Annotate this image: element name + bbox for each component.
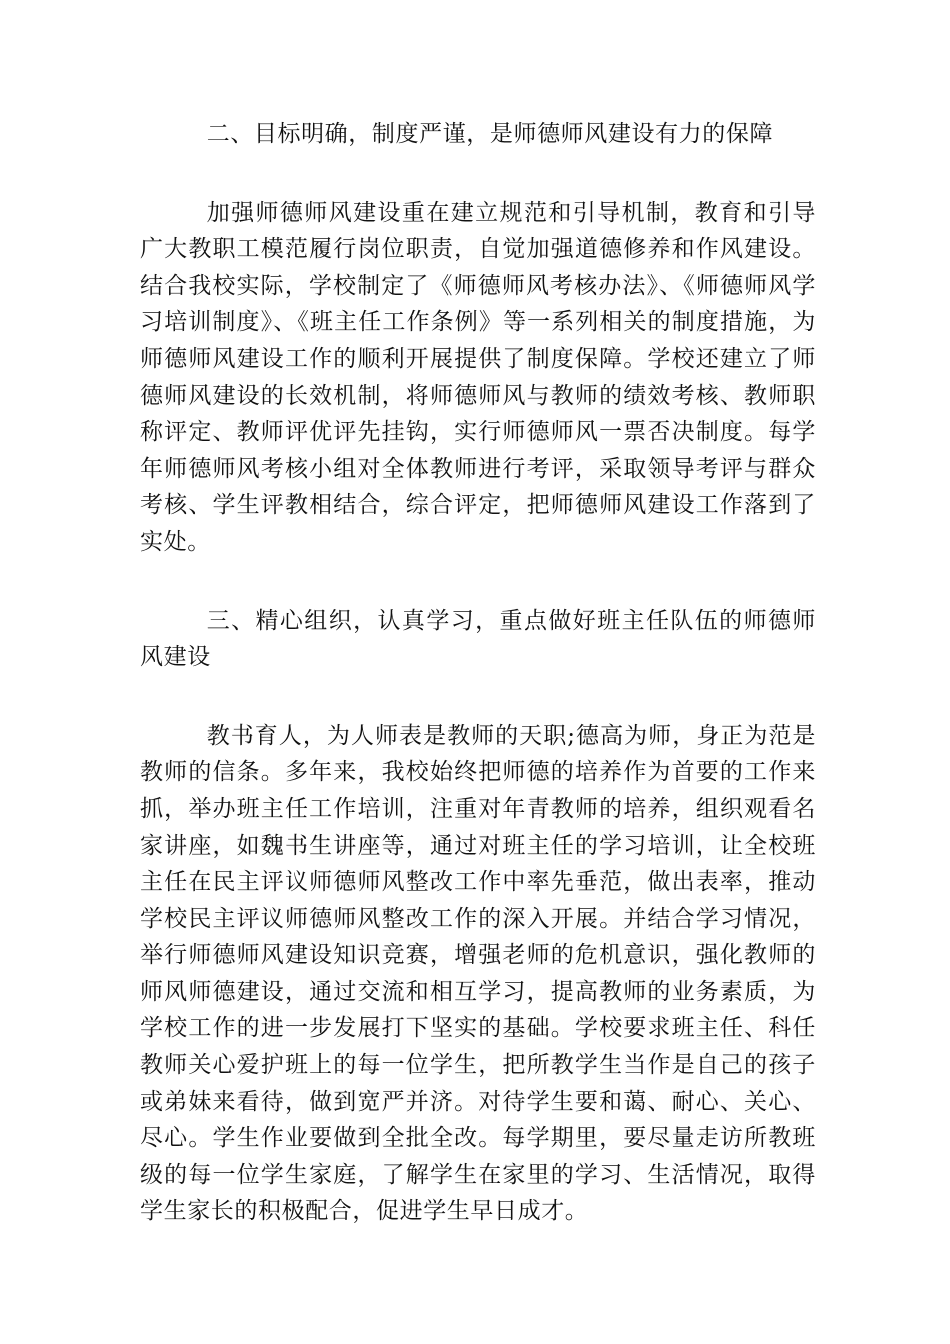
section-paragraph-3: 教书育人，为人师表是教师的天职;德高为师，身正为范是教师的信条。多年来，我校始终把师德的培养作为首要的工作来抓，举办班主任工作培训，注重对年青教师的培养，组织观看名家讲座，如魏书生讲座等，通过对班主任的学习培训，让全校班主任在民主评议师德师风整改工作中率先垂范，做出表率，推动学校民主评议师德师风整改工作的深入开展。并结合学习情况，举行师德师风建设知识竞赛，增强老师的危机意识，强化教师的师风师德建设，通过交流和相互学习，提高教师的业务素质，为学校工作的进一步发展打下坚实的基础。学校要求班主任、科任教师关心爱护班上的每一位学生，把所教学生当作是自己的孩子或弟妹来看待，做到宽严并济。对待学生要和蔼、耐心、关心、尽心。学生作业要做到全批全改。每学期里，要尽量走访所教班级的每一位学生家庭，了解学生在家里的学习、生活情况，取得学生家长的积极配合，促进学生早日成才。 [140, 722, 816, 1225]
section-paragraph-2: 加强师德师风建设重在建立规范和引导机制，教育和引导广大教职工模范履行岗位职责，自觉加强道德修养和作风建设。结合我校实际，学校制定了《师德师风考核办法》、《师德师风学习培训制度》、《班主任工作条例》等一系列相关的制度措施，为师德师风建设工作的顺利开展提供了制度保障。学校还建立了师德师风建设的长效机制，将师德师风与教师的绩效考核、教师职称评定、教师评优评先挂钩，实行师德师风一票否决制度。每学年师德师风考核小组对全体教师进行考评，采取领导考评与群众考核、学生评教相结合，综合评定，把师德师风建设工作落到了实处。 [140, 199, 816, 555]
paragraph-gap [140, 561, 816, 603]
section-heading-2: 二、目标明确，制度严谨，是师德师风建设有力的保障 [206, 121, 774, 147]
section-heading-3: 三、精心组织，认真学习，重点做好班主任队伍的师德师风建设 [140, 607, 816, 671]
paragraph-gap [140, 153, 816, 195]
paragraph-gap [140, 676, 816, 718]
document-body [140, 116, 816, 1230]
